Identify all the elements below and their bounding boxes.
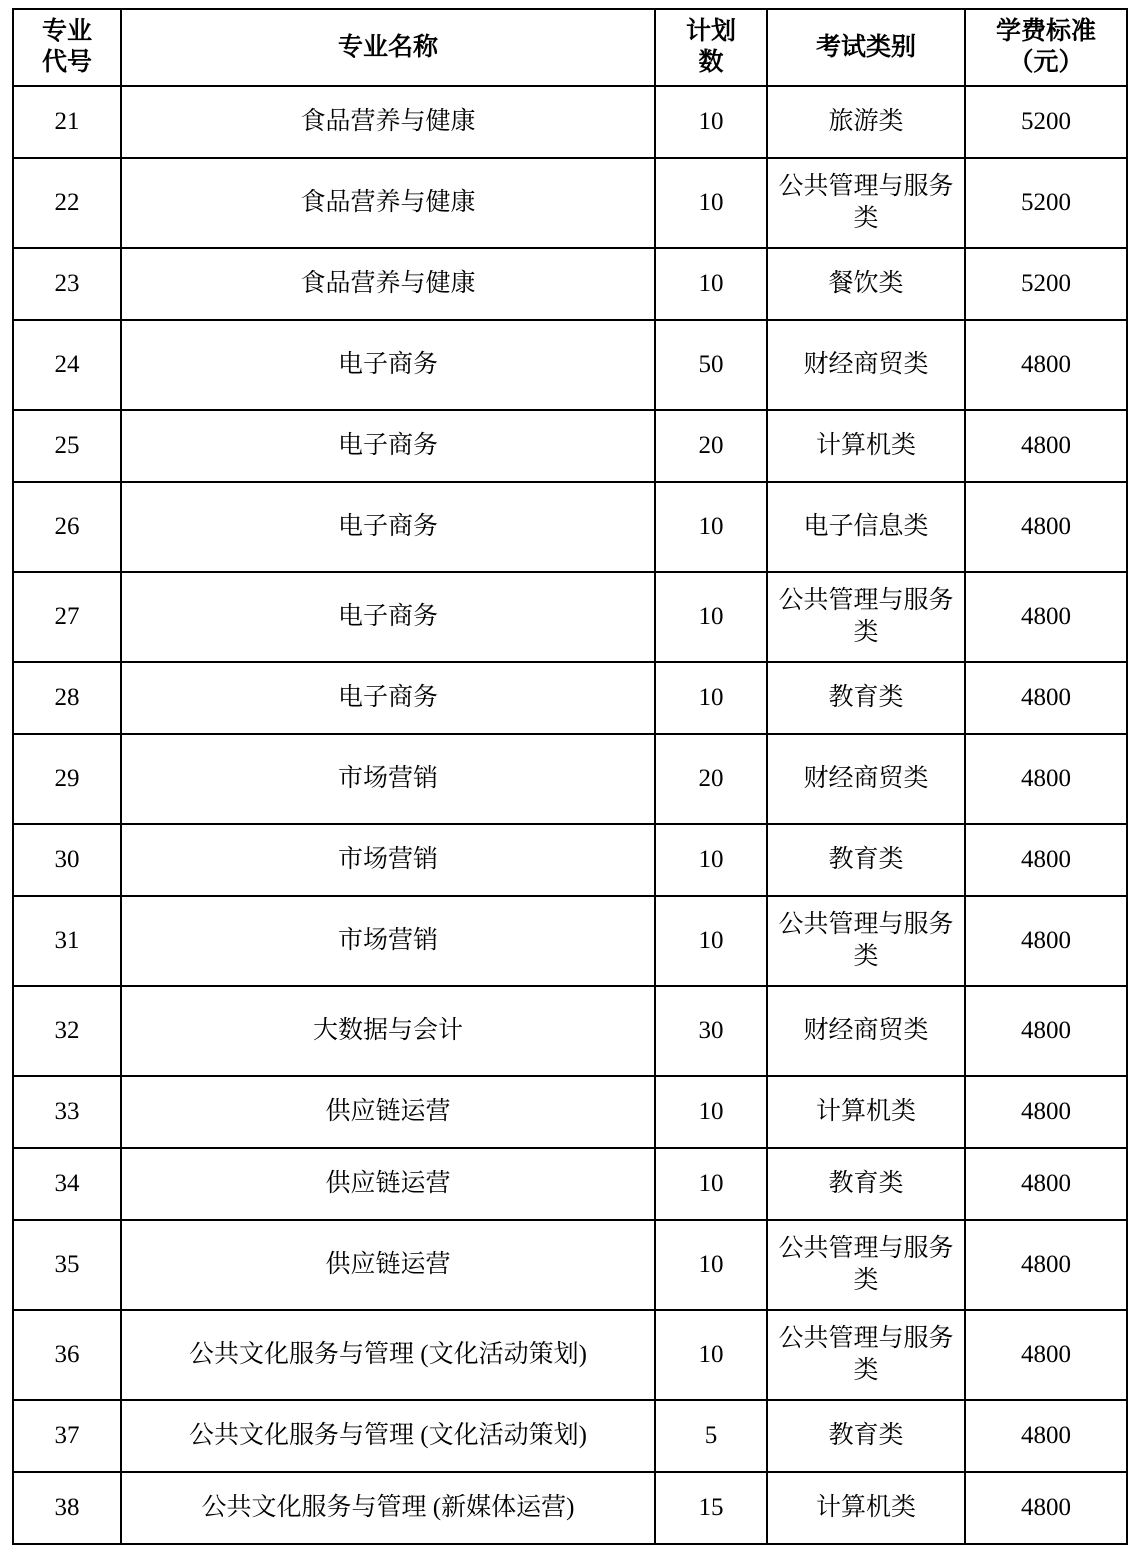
cell-tuition: 4800 [965,662,1127,734]
cell-major-name: 电子商务 [121,662,655,734]
table-row [13,482,1127,572]
cell-tuition: 4800 [965,1400,1127,1472]
cell-major-code: 21 [13,86,121,158]
cell-plan-count: 20 [655,734,767,824]
cell-tuition: 4800 [965,1472,1127,1544]
cell-plan-count: 10 [655,86,767,158]
cell-plan-count: 15 [655,1472,767,1544]
cell-major-name: 市场营销 [121,896,655,986]
cell-exam-type: 计算机类 [767,1472,965,1544]
cell-major-code: 28 [13,662,121,734]
cell-exam-type-line: 公共管理与 [778,587,904,615]
cell-tuition: 5200 [965,248,1127,320]
header-exam-type-line1: 考试类别 [815,33,916,61]
enrollment-plan-table [12,8,1128,1545]
cell-plan-count: 10 [655,1148,767,1220]
table-row [13,320,1127,410]
cell-major-code: 23 [13,248,121,320]
cell-tuition: 4800 [965,734,1127,824]
cell-tuition: 4800 [965,320,1127,410]
header-plan-count [655,9,767,86]
cell-exam-type-line: 类 [903,764,929,792]
cell-tuition: 5200 [965,86,1127,158]
cell-exam-type-line: 服务类 [853,173,954,232]
cell-exam-type-line: 电子信息 [803,512,904,540]
table-row [13,1400,1127,1472]
cell-exam-type-line: 公共管理与 [778,173,904,201]
cell-major-code: 26 [13,482,121,572]
cell-major-name: 食品营养与健康 [121,86,655,158]
table-body [13,86,1127,1544]
cell-tuition: 4800 [965,1310,1127,1400]
cell-exam-type-line: 公共管理与 [778,1235,904,1263]
cell-major-name: 食品营养与健康 [121,158,655,248]
table-row [13,734,1127,824]
cell-exam-type [767,158,965,248]
cell-major-name: 供应链运营 [121,1076,655,1148]
cell-major-code: 31 [13,896,121,986]
cell-major-name: 电子商务 [121,320,655,410]
cell-tuition: 4800 [965,1148,1127,1220]
cell-tuition: 4800 [965,1220,1127,1310]
cell-major-name: 电子商务 [121,482,655,572]
cell-exam-type: 教育类 [767,1400,965,1472]
cell-major-code: 25 [13,410,121,482]
cell-major-code: 33 [13,1076,121,1148]
cell-exam-type [767,320,965,410]
table-row [13,1148,1127,1220]
cell-exam-type [767,482,965,572]
cell-major-name: 食品营养与健康 [121,248,655,320]
cell-exam-type-line: 服务类 [853,1235,954,1294]
cell-plan-count: 10 [655,1310,767,1400]
table-header [13,9,1127,86]
cell-major-name: 电子商务 [121,410,655,482]
header-major-name-line1: 专业名称 [337,33,438,61]
cell-plan-count: 10 [655,1076,767,1148]
cell-exam-type-line: 服务类 [853,911,954,970]
cell-tuition: 5200 [965,158,1127,248]
table-row [13,158,1127,248]
table-row [13,896,1127,986]
cell-exam-type-line: 财经商贸 [803,1016,904,1044]
header-tuition [965,9,1127,86]
cell-plan-count: 50 [655,320,767,410]
table-row [13,1310,1127,1400]
cell-exam-type: 旅游类 [767,86,965,158]
cell-exam-type: 教育类 [767,1148,965,1220]
table-row [13,248,1127,320]
cell-exam-type: 计算机类 [767,410,965,482]
cell-major-name: 供应链运营 [121,1220,655,1310]
table-row [13,1220,1127,1310]
cell-exam-type [767,1310,965,1400]
cell-tuition: 4800 [965,410,1127,482]
cell-exam-type-line: 类 [903,1016,929,1044]
cell-tuition: 4800 [965,824,1127,896]
cell-major-code: 29 [13,734,121,824]
cell-plan-count: 10 [655,896,767,986]
cell-major-name: 市场营销 [121,734,655,824]
cell-exam-type [767,572,965,662]
cell-exam-type-line: 类 [903,350,929,378]
cell-plan-count: 10 [655,482,767,572]
table-row [13,1472,1127,1544]
cell-major-code: 27 [13,572,121,662]
cell-plan-count: 10 [655,1220,767,1310]
cell-major-code: 35 [13,1220,121,1310]
cell-plan-count: 5 [655,1400,767,1472]
cell-tuition: 4800 [965,896,1127,986]
cell-tuition: 4800 [965,572,1127,662]
cell-exam-type: 教育类 [767,824,965,896]
cell-exam-type: 教育类 [767,662,965,734]
cell-plan-count: 10 [655,662,767,734]
header-major-code [13,9,121,86]
cell-exam-type-line: 财经商贸 [803,764,904,792]
cell-plan-count: 10 [655,824,767,896]
cell-major-code: 38 [13,1472,121,1544]
cell-plan-count: 10 [655,158,767,248]
cell-exam-type-line: 服务类 [853,1325,954,1384]
header-tuition-line1: 学费标准 [995,18,1096,45]
table-row [13,86,1127,158]
cell-major-name: 公共文化服务与管理 (文化活动策划) [121,1400,655,1472]
table-row [13,662,1127,734]
cell-plan-count: 10 [655,248,767,320]
header-exam-type [767,9,965,86]
cell-major-code: 30 [13,824,121,896]
header-major-code-line1: 专业 [41,18,92,45]
cell-exam-type-line: 类 [903,512,929,540]
cell-exam-type-line: 财经商贸 [803,350,904,378]
cell-exam-type [767,986,965,1076]
cell-major-name: 公共文化服务与管理 (新媒体运营) [121,1472,655,1544]
cell-tuition: 4800 [965,482,1127,572]
table-row [13,572,1127,662]
cell-major-name: 市场营销 [121,824,655,896]
cell-major-name: 公共文化服务与管理 (文化活动策划) [121,1310,655,1400]
header-plan-count-line2: 数 [698,49,724,77]
cell-exam-type-line: 公共管理与 [778,1325,904,1353]
table-row [13,986,1127,1076]
cell-major-code: 24 [13,320,121,410]
cell-major-code: 36 [13,1310,121,1400]
cell-tuition: 4800 [965,986,1127,1076]
cell-plan-count: 30 [655,986,767,1076]
cell-major-name: 电子商务 [121,572,655,662]
cell-major-name: 供应链运营 [121,1148,655,1220]
cell-exam-type-line: 服务类 [853,587,954,646]
cell-major-name: 大数据与会计 [121,986,655,1076]
table-row [13,410,1127,482]
cell-exam-type-line: 公共管理与 [778,911,904,939]
cell-major-code: 22 [13,158,121,248]
table-row [13,824,1127,896]
cell-exam-type [767,896,965,986]
cell-exam-type: 计算机类 [767,1076,965,1148]
cell-exam-type [767,734,965,824]
cell-tuition: 4800 [965,1076,1127,1148]
header-plan-count-line1: 计划 [685,18,736,45]
cell-major-code: 37 [13,1400,121,1472]
cell-plan-count: 20 [655,410,767,482]
header-major-code-line2: 代号 [41,49,92,77]
header-major-name [121,9,655,86]
table-row [13,1076,1127,1148]
table-header-row [13,9,1127,86]
cell-plan-count: 10 [655,572,767,662]
cell-major-code: 32 [13,986,121,1076]
cell-exam-type: 餐饮类 [767,248,965,320]
cell-exam-type [767,1220,965,1310]
header-tuition-line2: （元） [1008,49,1084,77]
cell-major-code: 34 [13,1148,121,1220]
